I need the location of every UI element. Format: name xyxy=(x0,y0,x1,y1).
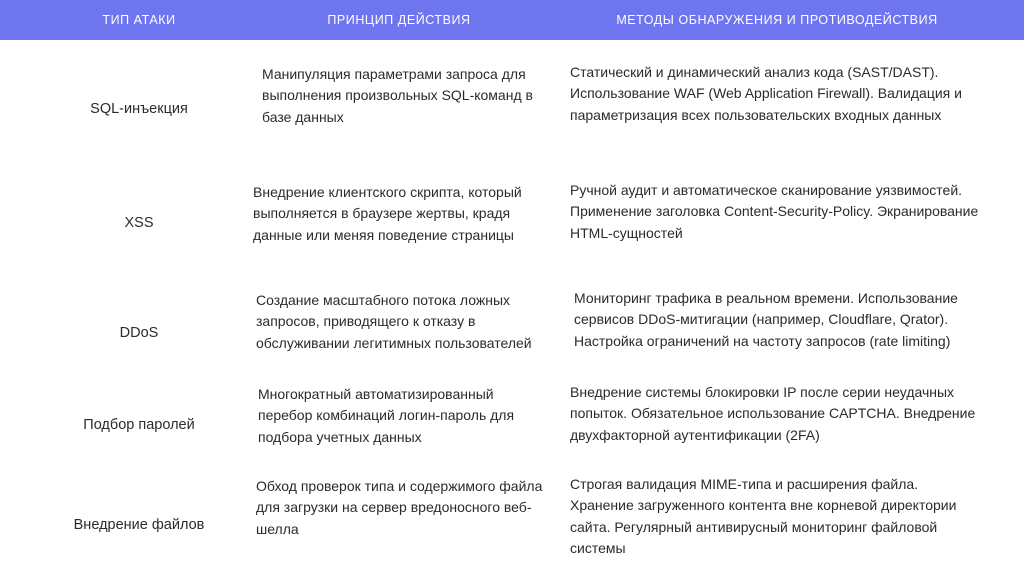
column-header-principle: ПРИНЦИП ДЕЙСТВИЯ xyxy=(327,13,471,27)
cell-attack-type: Подбор паролей xyxy=(83,417,195,434)
cell-attack-type: DDoS xyxy=(119,325,159,342)
cell-attack-type: SQL-инъекция xyxy=(90,101,188,118)
cell-methods: Ручной аудит и автоматическое сканирование уязвимостей. Применение заголовка Content-Security-Policy. Экранирование HTML-сущностей xyxy=(570,182,979,241)
table-row xyxy=(0,382,1024,470)
table-row xyxy=(0,474,1024,578)
cell-principle: Создание масштабного потока ложных запросов, приводящего к отказу в обслуживании легитимных пользователей xyxy=(256,292,532,351)
table-body xyxy=(0,40,1024,581)
cell-methods: Строгая валидация MIME-типа и расширения файла. Хранение загруженного контента вне корневой директории сайта. Регулярный антивирусный мониторинг файловой системы xyxy=(570,476,957,556)
column-header-attack-type: ТИП АТАКИ xyxy=(102,13,176,27)
table-row xyxy=(0,62,1024,158)
cell-principle: Манипуляция параметрами запроса для выполнения произвольных SQL-команд в базе данных xyxy=(262,66,533,125)
table-header-bar xyxy=(0,0,1024,40)
cell-attack-type: XSS xyxy=(124,215,154,232)
cell-principle: Внедрение клиентского скрипта, который выполняется в браузере жертвы, крадя данные или меняя поведение страницы xyxy=(253,184,522,243)
cell-methods: Внедрение системы блокировки IP после серии неудачных попыток. Обязательное использование CAPTCHA. Внедрение двухфакторной аутентификации (2FA) xyxy=(570,384,976,443)
cell-principle: Многократный автоматизированный перебор комбинаций логин-пароль для подбора учетных данных xyxy=(258,386,515,445)
table-row xyxy=(0,288,1024,380)
cell-methods: Статический и динамический анализ кода (SAST/DAST). Использование WAF (Web Application Firewall). Валидация и параметризация всех пользовательских входных данных xyxy=(570,64,962,123)
column-header-methods: МЕТОДЫ ОБНАРУЖЕНИЯ И ПРОТИВОДЕЙСТВИЯ xyxy=(616,13,938,27)
cell-principle: Обход проверок типа и содержимого файла для загрузки на сервер вредоносного веб-шелла xyxy=(256,478,543,537)
cell-attack-type: Внедрение файлов xyxy=(73,517,205,534)
table-row xyxy=(0,180,1024,268)
cell-methods: Мониторинг трафика в реальном времени. Использование сервисов DDoS-митигации (например, Cloudflare, Qrator). Настройка ограничений на частоту запросов (rate limiting) xyxy=(574,290,958,349)
